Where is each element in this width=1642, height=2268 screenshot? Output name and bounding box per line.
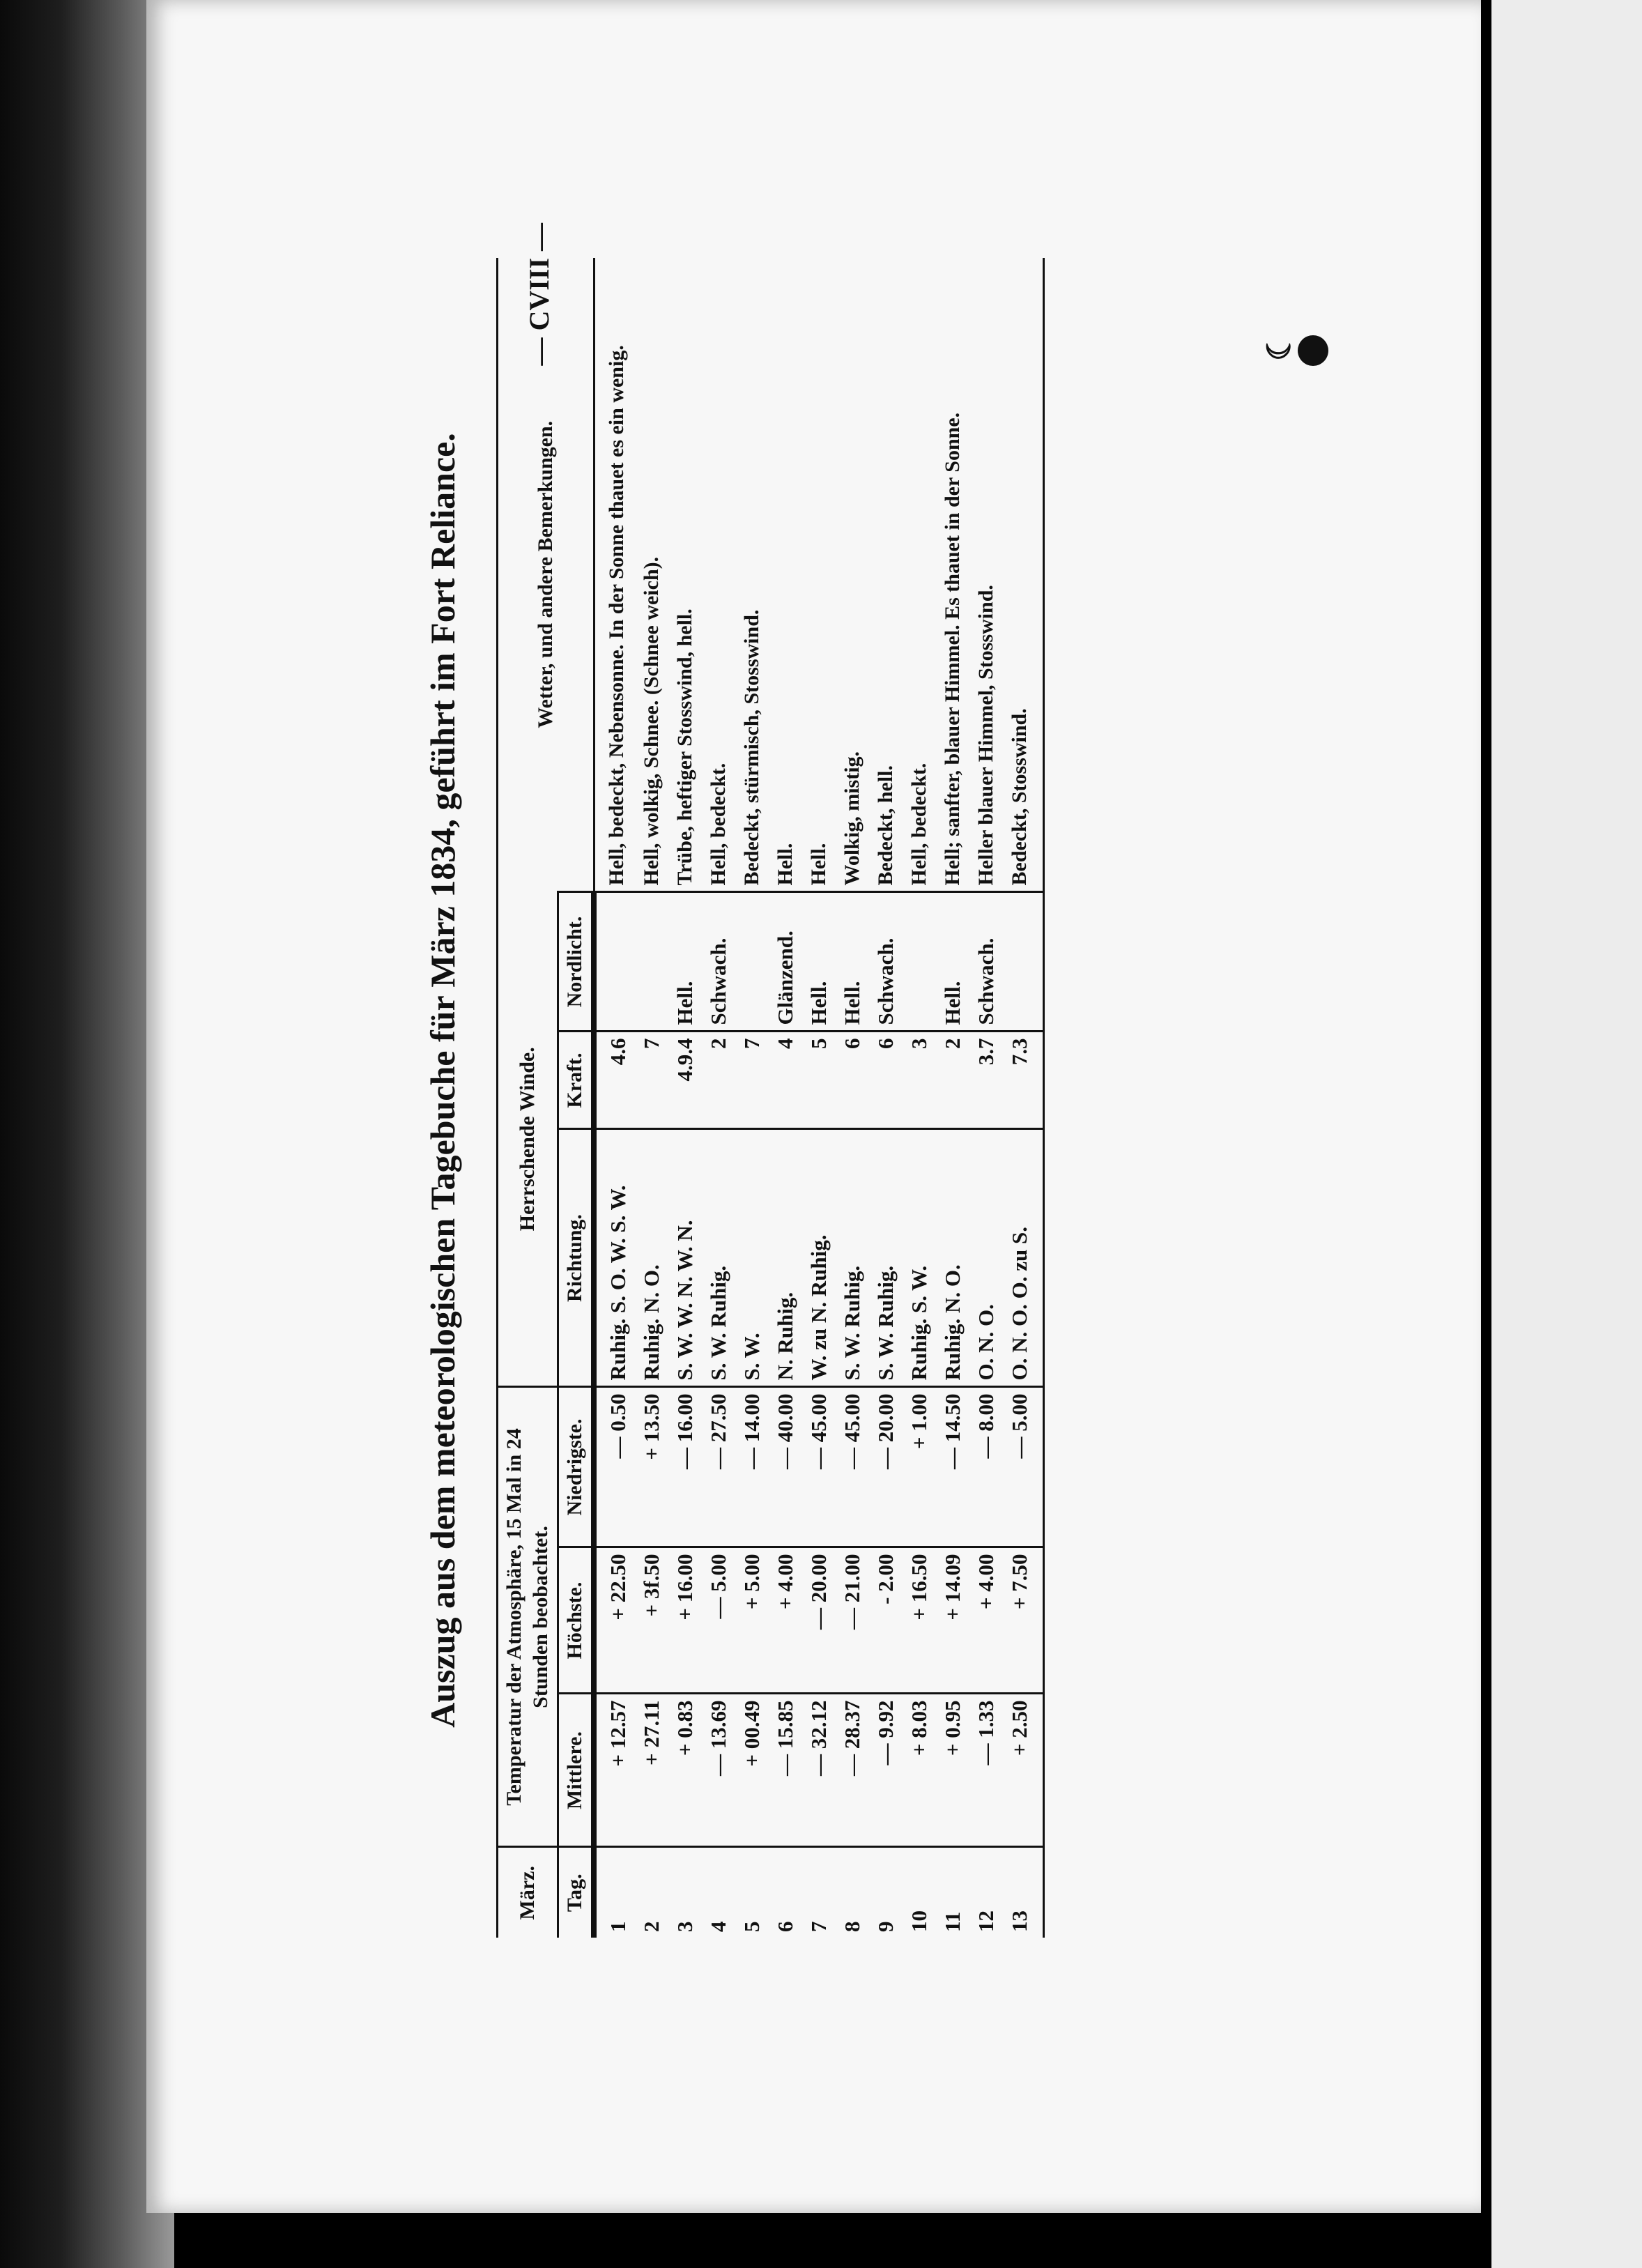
remarks-cell: Hell, bedeckt, Nebensonne. In der Sonne thauet es ein wenig. <box>604 345 628 886</box>
high-temp-cell: + 22.50 <box>594 1547 635 1694</box>
mean-temp-cell: — 32.12 <box>802 1694 836 1847</box>
remarks-cell: Trübe, heftiger Stosswind, hell. <box>673 608 696 886</box>
low-temp-cell: — 27.50 <box>702 1387 735 1547</box>
day-cell: 5 <box>735 1847 769 1938</box>
remarks-cell: Bedeckt, stürmisch, Stosswind. <box>740 609 763 886</box>
wind-force-cell: 7.3 <box>1003 1032 1044 1129</box>
low-temp-cell: + 13.50 <box>635 1387 668 1547</box>
wind-force-cell: 4.9.4 <box>668 1032 702 1129</box>
remarks-cell: Hell, bedeckt. <box>907 763 930 886</box>
remarks-cell: Hell; sanfter, blauer Himmel. Es thauet in der Sonne. <box>941 412 964 886</box>
low-temp-cell: — 5.00 <box>1003 1387 1044 1547</box>
aurora-cell: Hell. <box>836 892 869 1032</box>
high-temp-cell: + 7.50 <box>1003 1547 1044 1694</box>
day-header: Tag. <box>558 1847 594 1938</box>
wind-force-cell: 2 <box>702 1032 735 1129</box>
wind-direction-cell: N. Ruhig. <box>769 1129 802 1387</box>
table-row <box>936 258 969 1938</box>
temperature-group-header: Temperatur der Atmosphäre, 15 Mal in 24 Stunden beobachtet. <box>498 1387 558 1847</box>
aurora-cell <box>1003 892 1044 1032</box>
aurora-cell: Hell. <box>802 892 836 1032</box>
wind-direction-cell: W. zu N. Ruhig. <box>802 1129 836 1387</box>
header-row-groups <box>498 258 558 1938</box>
table-row <box>969 258 1003 1938</box>
day-cell: 8 <box>836 1847 869 1938</box>
day-cell: 4 <box>702 1847 735 1938</box>
wind-force-cell: 2 <box>936 1032 969 1129</box>
wind-direction-header: Richtung. <box>558 1129 594 1387</box>
wind-direction-cell: Ruhig. N. O. <box>635 1129 668 1387</box>
mean-temp-cell: + 2.50 <box>1003 1694 1044 1847</box>
high-temp-cell: + 4.00 <box>969 1547 1003 1694</box>
day-cell: 1 <box>594 1847 635 1938</box>
low-temp-cell: — 14.50 <box>936 1387 969 1547</box>
mean-temp-cell: + 12.57 <box>594 1694 635 1847</box>
aurora-header: Nordlicht. <box>558 892 594 1032</box>
mean-temp-cell: — 13.69 <box>702 1694 735 1847</box>
mean-temp-cell: — 9.92 <box>869 1694 903 1847</box>
high-temp-cell: + 16.00 <box>668 1547 702 1694</box>
aurora-cell <box>735 892 769 1032</box>
wind-force-cell: 4.6 <box>594 1032 635 1129</box>
low-temp-cell: — 8.00 <box>969 1387 1003 1547</box>
table-row <box>702 258 735 1938</box>
table-row <box>1003 258 1044 1938</box>
mean-temp-header: Mittlere. <box>558 1694 594 1847</box>
day-cell: 13 <box>1003 1847 1044 1938</box>
high-temp-cell: — 21.00 <box>836 1547 869 1694</box>
wind-direction-cell: S. W. Ruhig. <box>702 1129 735 1387</box>
adjacent-page-edge <box>1491 0 1642 2268</box>
table-row <box>635 258 668 1938</box>
wind-direction-cell: S. W. Ruhig. <box>836 1129 869 1387</box>
wind-direction-cell: Ruhig. S. O. W. S. W. <box>594 1129 635 1387</box>
low-temp-cell: — 0.50 <box>594 1387 635 1547</box>
wind-group-header: Herrschende Winde. <box>498 892 558 1387</box>
aurora-cell: Glänzend. <box>769 892 802 1032</box>
wind-force-cell: 5 <box>802 1032 836 1129</box>
aurora-cell <box>903 892 936 1032</box>
wind-force-cell: 6 <box>836 1032 869 1129</box>
table-row <box>836 258 869 1938</box>
aurora-cell <box>635 892 668 1032</box>
wind-force-cell: 4 <box>769 1032 802 1129</box>
remarks-cell: Hell, bedeckt. <box>707 763 730 886</box>
day-cell: 2 <box>635 1847 668 1938</box>
remarks-cell: Bedeckt, Stosswind. <box>1003 258 1044 892</box>
wind-direction-cell: Ruhig. N. O. <box>936 1129 969 1387</box>
mean-temp-cell: — 1.33 <box>969 1694 1003 1847</box>
mean-temp-cell: + 00.49 <box>735 1694 769 1847</box>
mean-temp-cell: + 0.83 <box>668 1694 702 1847</box>
low-temp-cell: — 45.00 <box>802 1387 836 1547</box>
day-cell: 9 <box>869 1847 903 1938</box>
wind-direction-cell: O. N. O. O. zu S. <box>1003 1129 1044 1387</box>
high-temp-cell: + 3f.50 <box>635 1547 668 1694</box>
high-temp-cell: — 20.00 <box>802 1547 836 1694</box>
low-temp-cell: + 1.00 <box>903 1387 936 1547</box>
aurora-cell <box>594 892 635 1032</box>
wind-direction-cell: Ruhig. S. W. <box>903 1129 936 1387</box>
aurora-cell: Hell. <box>936 892 969 1032</box>
wind-force-cell: 3.7 <box>969 1032 1003 1129</box>
mean-temp-cell: — 28.37 <box>836 1694 869 1847</box>
mean-temp-cell: — 15.85 <box>769 1694 802 1847</box>
table-row <box>802 258 836 1938</box>
mean-temp-cell: + 8.03 <box>903 1694 936 1847</box>
wind-direction-cell: S. W. Ruhig. <box>869 1129 903 1387</box>
low-temp-header: Niedrigste. <box>558 1387 594 1547</box>
wind-force-cell: 3 <box>903 1032 936 1129</box>
low-temp-cell: — 45.00 <box>836 1387 869 1547</box>
remarks-cell: Wolkig, mistig. <box>841 751 864 886</box>
weather-log-table <box>496 258 1045 1938</box>
aurora-cell: Schwach. <box>702 892 735 1032</box>
day-cell: 7 <box>802 1847 836 1938</box>
table-row <box>668 258 702 1938</box>
low-temp-cell: — 40.00 <box>769 1387 802 1547</box>
aurora-cell: Schwach. <box>969 892 1003 1032</box>
weather-remarks-header: Wetter, und andere Bemerkungen. <box>498 258 594 892</box>
aurora-cell: Schwach. <box>869 892 903 1032</box>
high-temp-cell: + 4.00 <box>769 1547 802 1694</box>
wind-direction-cell: S. W. W. N. W. N. <box>668 1129 702 1387</box>
table-row <box>903 258 936 1938</box>
new-moon-icon <box>1298 335 1328 366</box>
wind-direction-cell: S. W. <box>735 1129 769 1387</box>
high-temp-cell: + 16.50 <box>903 1547 936 1694</box>
wind-direction-cell: O. N. O. <box>969 1129 1003 1387</box>
day-cell: 10 <box>903 1847 936 1938</box>
day-cell: 11 <box>936 1847 969 1938</box>
low-temp-cell: — 14.00 <box>735 1387 769 1547</box>
wind-force-cell: 7 <box>735 1032 769 1129</box>
high-temp-cell: — 5.00 <box>702 1547 735 1694</box>
remarks-cell: Hell. <box>774 843 797 886</box>
aurora-cell: Hell. <box>668 892 702 1032</box>
high-temp-cell: - 2.00 <box>869 1547 903 1694</box>
day-cell: 12 <box>969 1847 1003 1938</box>
table-row <box>769 258 802 1938</box>
month-header: März. <box>498 1847 558 1938</box>
remarks-cell: Hell. <box>807 843 830 886</box>
page-title: Auszug aus dem meteorologischen Tagebuche für März 1834, geführt im Fort Reliance. <box>423 433 462 1728</box>
table-row <box>594 258 635 1938</box>
mean-temp-cell: + 27.11 <box>635 1694 668 1847</box>
wind-force-cell: 6 <box>869 1032 903 1129</box>
remarks-cell: Hell, wolkig, Schnee. (Schnee weich). <box>640 556 663 886</box>
moon-icon: ☾ <box>1261 332 1297 361</box>
table-row <box>869 258 903 1938</box>
remarks-cell: Heller blauer Himmel, Stosswind. <box>974 585 997 886</box>
day-cell: 3 <box>668 1847 702 1938</box>
high-temp-header: Höchste. <box>558 1547 594 1694</box>
mean-temp-cell: + 0.95 <box>936 1694 969 1847</box>
day-cell: 6 <box>769 1847 802 1938</box>
remarks-cell: Bedeckt, hell. <box>874 765 897 886</box>
page-number: — CVIII — <box>523 223 555 366</box>
wind-force-cell: 7 <box>635 1032 668 1129</box>
rotated-page-content <box>418 223 1380 1938</box>
high-temp-cell: + 14.09 <box>936 1547 969 1694</box>
wind-force-header: Kraft. <box>558 1032 594 1129</box>
low-temp-cell: — 20.00 <box>869 1387 903 1547</box>
table-row <box>735 258 769 1938</box>
high-temp-cell: + 5.00 <box>735 1547 769 1694</box>
low-temp-cell: — 16.00 <box>668 1387 702 1547</box>
